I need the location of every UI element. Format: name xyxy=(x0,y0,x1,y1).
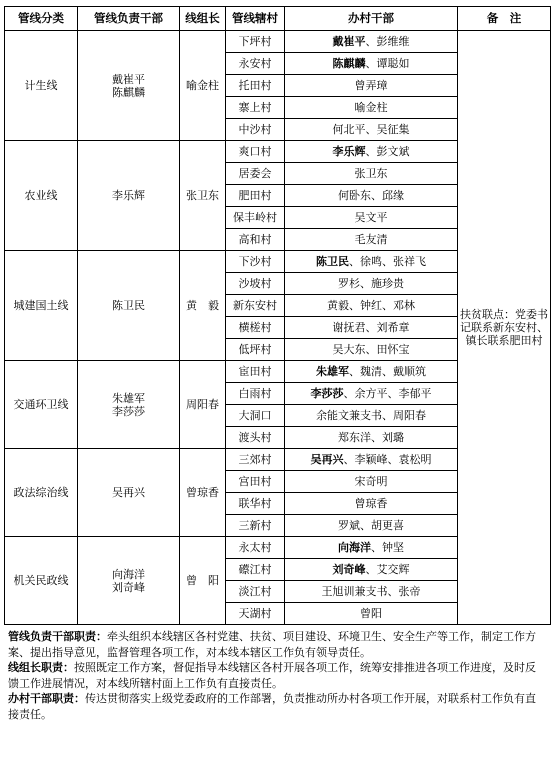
village-name: 联华村 xyxy=(226,493,285,515)
village-cadres xyxy=(285,185,458,207)
village-name: 淡江村 xyxy=(226,581,285,603)
village-name: 肥田村 xyxy=(226,185,285,207)
village-name: 渡头村 xyxy=(226,427,285,449)
village-name: 新东安村 xyxy=(226,295,285,317)
other-cadres: 何卧东、邱缘 xyxy=(338,189,404,202)
leader-name: 戴崔平 xyxy=(112,72,145,86)
duty-text: 传达贯彻落实上级党委政府的工作部署，负责推动所办村各项工作开展，对联系村工作负有直接责任。 xyxy=(8,692,536,721)
other-cadres: 、魏清、戴顺筑 xyxy=(349,365,426,378)
lead-cadre-name: 戴崔平 xyxy=(332,35,366,48)
lead-cadre-name: 刘奇峰 xyxy=(332,563,366,576)
duties-section xyxy=(4,625,550,722)
duty-title: 管线负责干部职责： xyxy=(8,630,107,643)
leader-name: 刘奇峰 xyxy=(112,580,145,594)
leader-name: 陈卫民 xyxy=(112,299,145,312)
village-cadres xyxy=(285,207,458,229)
village-name: 居委会 xyxy=(226,163,285,185)
village-cadres xyxy=(285,405,458,427)
leader-name: 李乐辉 xyxy=(112,189,145,202)
village-name: 寨上村 xyxy=(226,97,285,119)
header-village-cadres: 办村干部 xyxy=(285,7,458,31)
other-cadres: 张卫东 xyxy=(354,167,388,180)
header-line-leader: 管线负责干部 xyxy=(78,7,180,31)
other-cadres: 郑东洋、刘璐 xyxy=(338,431,404,444)
village-name: 永太村 xyxy=(226,537,285,559)
duty-paragraph xyxy=(8,629,546,660)
leader-name: 陈麒麟 xyxy=(112,85,145,99)
leader-name: 向海洋 xyxy=(112,567,145,581)
village-cadres xyxy=(285,471,458,493)
village-cadres xyxy=(285,493,458,515)
other-cadres: 吴大东、田怀宝 xyxy=(332,343,410,356)
village-cadres xyxy=(285,449,458,471)
line-leaders xyxy=(78,449,180,537)
village-cadres xyxy=(285,427,458,449)
table-header-row xyxy=(5,7,551,31)
village-name: 保丰岭村 xyxy=(226,207,285,229)
group-leader: 张卫东 xyxy=(180,141,226,251)
lead-cadre-name: 陈卫民 xyxy=(316,255,349,268)
header-category: 管线分类 xyxy=(5,7,78,31)
other-cadres: 、钟坚 xyxy=(371,541,404,554)
other-cadres: 曾阳 xyxy=(360,607,382,620)
other-cadres: 何北平、吴征集 xyxy=(332,123,410,136)
village-name: 三新村 xyxy=(226,515,285,537)
village-name: 爽口村 xyxy=(226,141,285,163)
duty-paragraph xyxy=(8,691,546,722)
document-page xyxy=(4,6,550,722)
village-name: 下沙村 xyxy=(226,251,285,273)
lead-cadre-name: 李莎莎 xyxy=(310,387,344,400)
other-cadres: 、彭文斌 xyxy=(365,145,410,158)
lead-cadre-name: 李乐辉 xyxy=(332,145,366,158)
other-cadres: 、李颖峰、袁松明 xyxy=(343,453,432,466)
village-name: 礤江村 xyxy=(226,559,285,581)
village-name: 宦田村 xyxy=(226,361,285,383)
other-cadres: 、余方平、李郁平 xyxy=(343,387,432,400)
village-name: 高和村 xyxy=(226,229,285,251)
line-category: 政法综治线 xyxy=(5,449,78,537)
village-name: 大洞口 xyxy=(226,405,285,427)
village-cadres xyxy=(285,97,458,119)
village-cadres xyxy=(285,317,458,339)
other-cadres: 、徐鸣、张祥飞 xyxy=(349,255,426,268)
village-cadres xyxy=(285,339,458,361)
other-cadres: 余能文兼支书、周阳春 xyxy=(316,409,426,422)
other-cadres: 喻金柱 xyxy=(354,101,388,114)
village-name: 三郊村 xyxy=(226,449,285,471)
other-cadres: 、艾交辉 xyxy=(365,563,410,576)
header-villages: 管线辖村 xyxy=(226,7,285,31)
village-name: 低坪村 xyxy=(226,339,285,361)
other-cadres: 宋奇明 xyxy=(354,475,388,488)
village-cadres xyxy=(285,537,458,559)
village-cadres xyxy=(285,53,458,75)
village-name: 中沙村 xyxy=(226,119,285,141)
line-category: 计生线 xyxy=(5,31,78,141)
line-category: 机关民政线 xyxy=(5,537,78,625)
line-leaders xyxy=(78,361,180,449)
village-cadres xyxy=(285,229,458,251)
table-body xyxy=(5,31,551,625)
village-cadres xyxy=(285,559,458,581)
village-name: 宫田村 xyxy=(226,471,285,493)
lead-cadre-name: 朱雄军 xyxy=(316,365,349,378)
line-leaders xyxy=(78,251,180,361)
village-name: 横槎村 xyxy=(226,317,285,339)
notes-cell: 扶贫联点：党委书记联系新东安村、镇长联系肥田村 xyxy=(458,31,551,625)
other-cadres: 谢抚君、刘希章 xyxy=(332,321,410,334)
assignment-table xyxy=(4,6,551,625)
village-cadres xyxy=(285,119,458,141)
village-name: 永安村 xyxy=(226,53,285,75)
village-name: 托田村 xyxy=(226,75,285,97)
village-name: 白雨村 xyxy=(226,383,285,405)
duty-text: 按照既定工作方案，督促指导本线辖区各村开展各项工作，统筹安排推进各项工作进度，及时反馈工作进展情况，对本线所辖村面上工作负有直接责任。 xyxy=(8,661,536,690)
village-cadres xyxy=(285,581,458,603)
other-cadres: 曾弄璋 xyxy=(354,79,388,92)
lead-cadre-name: 陈麒麟 xyxy=(332,57,366,70)
other-cadres: 毛友清 xyxy=(354,233,388,246)
table-row xyxy=(5,31,551,53)
lead-cadre-name: 吴再兴 xyxy=(310,453,344,466)
village-cadres xyxy=(285,31,458,53)
village-cadres xyxy=(285,163,458,185)
line-category: 交通环卫线 xyxy=(5,361,78,449)
other-cadres: 罗斌、胡更喜 xyxy=(338,519,404,532)
other-cadres: 、彭维维 xyxy=(365,35,410,48)
line-leaders xyxy=(78,537,180,625)
other-cadres: 王旭训兼支书、张帝 xyxy=(321,585,421,598)
village-cadres xyxy=(285,361,458,383)
line-leaders xyxy=(78,31,180,141)
other-cadres: 黄毅、钟红、邓林 xyxy=(327,299,415,312)
duty-paragraph xyxy=(8,660,546,691)
village-name: 下坪村 xyxy=(226,31,285,53)
leader-name: 朱雄军 xyxy=(112,391,145,405)
line-category: 城建国土线 xyxy=(5,251,78,361)
group-leader: 曾 阳 xyxy=(180,537,226,625)
other-cadres: 吴文平 xyxy=(354,211,388,224)
header-notes: 备 注 xyxy=(458,7,551,31)
village-cadres xyxy=(285,603,458,625)
village-cadres xyxy=(285,251,458,273)
leader-name: 吴再兴 xyxy=(112,486,145,499)
duty-title: 线组长职责： xyxy=(8,661,74,674)
line-leaders xyxy=(78,141,180,251)
other-cadres: 曾琼香 xyxy=(354,497,388,510)
village-cadres xyxy=(285,515,458,537)
group-leader: 黄 毅 xyxy=(180,251,226,361)
village-cadres xyxy=(285,295,458,317)
duty-text: 牵头组织本线辖区各村党建、扶贫、项目建设、环境卫生、安全生产等工作，制定工作方案、提出指导意见，监督管理各项工作，对本线本辖区工作负有领导责任。 xyxy=(8,630,536,659)
village-cadres xyxy=(285,273,458,295)
header-group-leader: 线组长 xyxy=(180,7,226,31)
other-cadres: 、谭聪如 xyxy=(365,57,410,70)
duty-title: 办村干部职责： xyxy=(8,692,85,705)
village-name: 沙坡村 xyxy=(226,273,285,295)
other-cadres: 罗杉、施珍贵 xyxy=(338,277,404,290)
village-cadres xyxy=(285,75,458,97)
lead-cadre-name: 向海洋 xyxy=(338,541,371,554)
leader-name: 李莎莎 xyxy=(112,404,145,418)
line-category: 农业线 xyxy=(5,141,78,251)
village-cadres xyxy=(285,141,458,163)
village-name: 天湖村 xyxy=(226,603,285,625)
group-leader: 喻金柱 xyxy=(180,31,226,141)
village-cadres xyxy=(285,383,458,405)
group-leader: 周阳春 xyxy=(180,361,226,449)
group-leader: 曾琼香 xyxy=(180,449,226,537)
